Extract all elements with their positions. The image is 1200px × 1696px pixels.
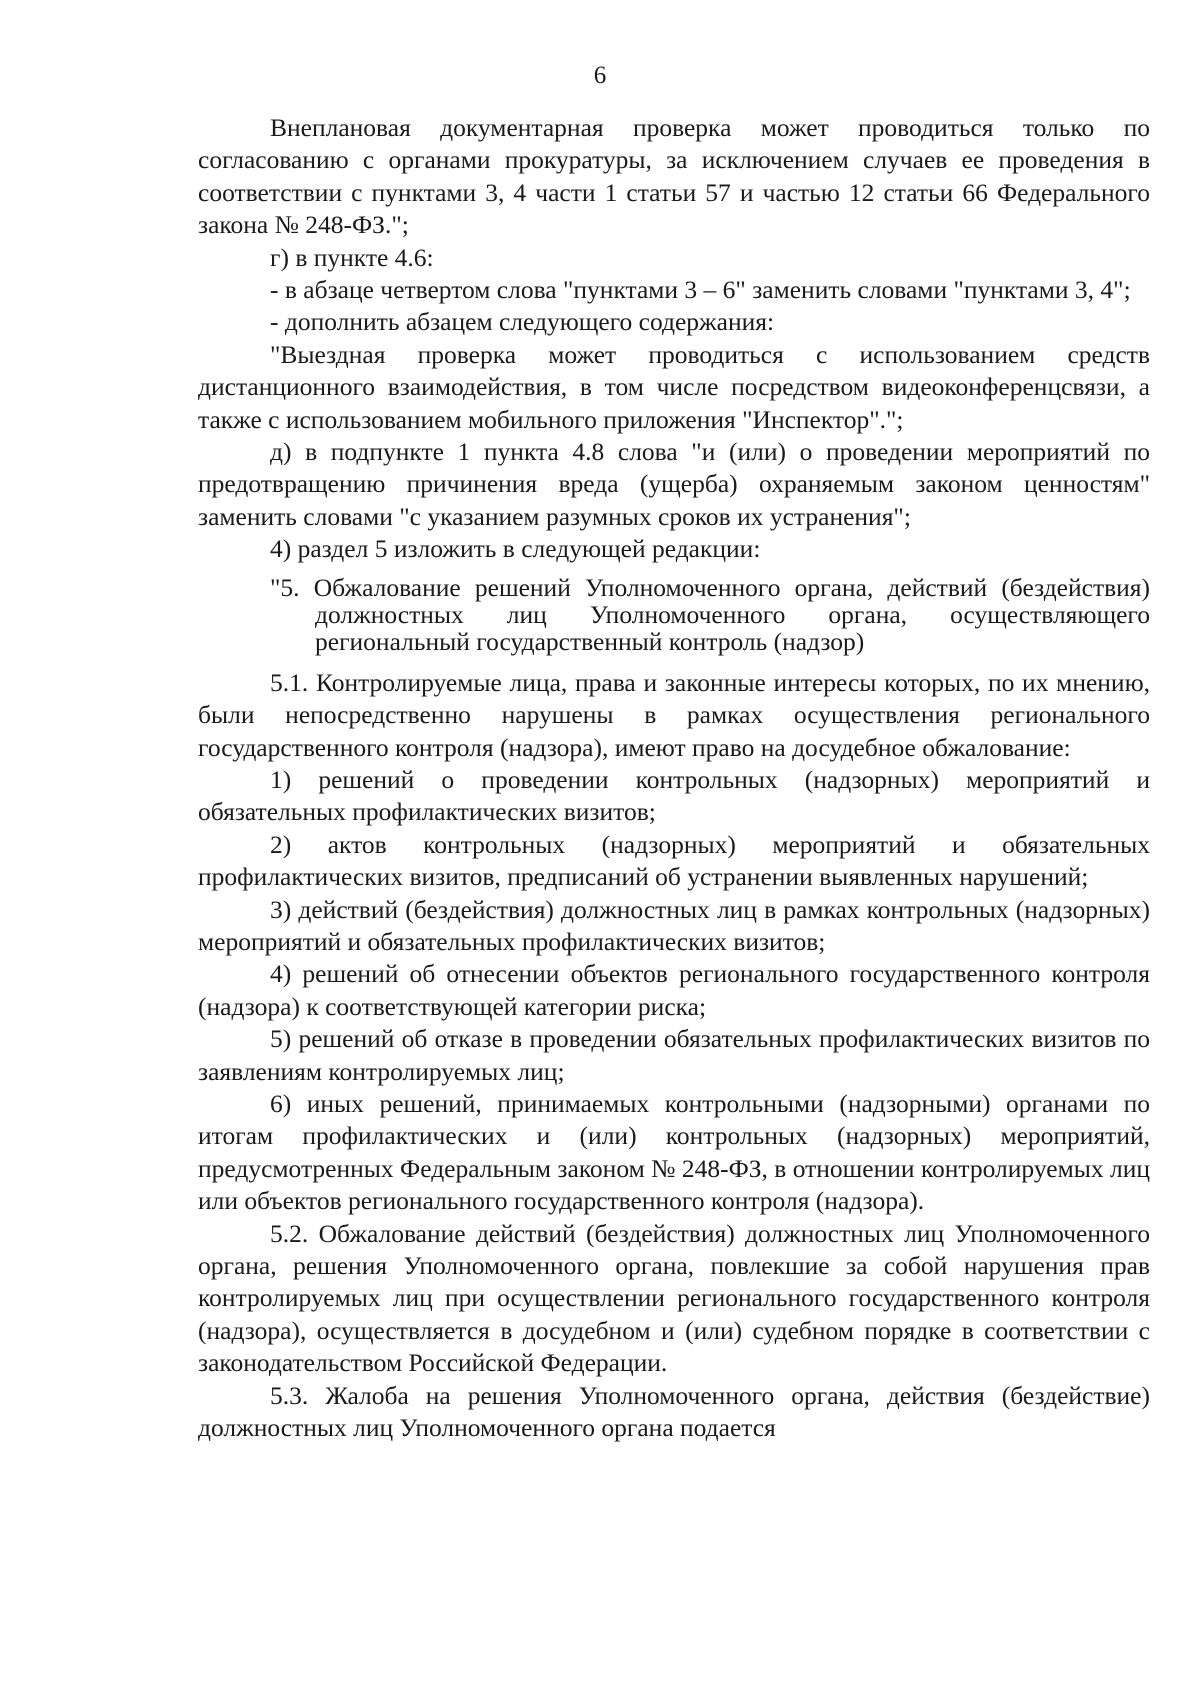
page-number: 6	[593, 62, 607, 89]
paragraph-item-g: г) в пункте 4.6:	[270, 242, 434, 272]
list-item-6: 6) иных решений, принимаемых контрольными (надзорными) органами по итогам профилактических и (или) контрольных (надзорных) мероприятий, предусмотренных Федеральным законом № 248-ФЗ, в отношении контролируемых лиц или объектов регионального государственного контроля (надзора).	[198, 1088, 1150, 1216]
section-5-heading: "5. Обжалование решений Уполномоченного органа, действий (бездействия) должностных лиц Уполномоченного органа, осуществляющего региональный государственный контроль (надзор)	[270, 572, 1150, 656]
paragraph-unscheduled-inspection: Внеплановая документарная проверка может проводиться только по согласованию с органами прокуратуры, за исключением случаев ее проведения в соответствии с пунктами 3, 4 части 1 статьи 57 и частью 12 статьи 66 Федерального закона № 248-ФЗ.";	[198, 113, 1150, 240]
paragraph-replace-words: - в абзаце четвертом слова "пунктами 3 – 6" заменить словами "пунктами 3, 4";	[270, 275, 1131, 305]
list-item-2: 2) актов контрольных (надзорных) мероприятий и обязательных профилактических визитов, предписаний об устранении выявленных нарушений;	[198, 829, 1150, 892]
paragraph-5-1: 5.1. Контролируемые лица, права и законные интересы которых, по их мнению, были непосредственно нарушены в рамках осуществления регионального государственного контроля (надзора), имеют право на досудебное обжалование:	[198, 667, 1150, 762]
document-body	[198, 112, 1150, 1444]
paragraph-5-2: 5.2. Обжалование действий (бездействия) должностных лиц Уполномоченного органа, решения Уполномоченного органа, повлекшие за собой нарушения прав контролируемых лиц при осуществлении регионального государственного контроля (надзора), осуществляется в досудебном и (или) судебном порядке в соответствии с законодательством Российской Федерации.	[198, 1218, 1150, 1378]
list-item-4: 4) решений об отнесении объектов регионального государственного контроля (надзора) к соответствующей категории риска;	[198, 959, 1150, 1021]
list-item-5: 5) решений об отказе в проведении обязательных профилактических визитов по заявлениям контролируемых лиц;	[198, 1024, 1150, 1086]
paragraph-add-clause: - дополнить абзацем следующего содержания:	[270, 307, 775, 337]
paragraph-field-inspection: "Выездная проверка может проводиться с использованием средств дистанционного взаимодействия, в том числе посредством видеоконференцсвязи, а также с использованием мобильного приложения "Инспектор".";	[198, 339, 1150, 434]
paragraph-section-5-intro: 4) раздел 5 изложить в следующей редакции:	[270, 534, 761, 564]
list-item-1: 1) решений о проведении контрольных (надзорных) мероприятий и обязательных профилактических визитов;	[198, 764, 1150, 827]
paragraph-item-d: д) в подпункте 1 пункта 4.8 слова "и (или) о проведении мероприятий по предотвращению причинения вреда (ущерба) охраняемым законом ценностям" заменить словами "с указанием разумных сроков их устранения";	[198, 437, 1150, 531]
paragraph-5-3: 5.3. Жалоба на решения Уполномоченного органа, действия (бездействие) должностных лиц Уполномоченного органа подается	[198, 1380, 1150, 1443]
list-item-3: 3) действий (бездействия) должностных лиц в рамках контрольных (надзорных) мероприятий и обязательных профилактических визитов;	[198, 894, 1150, 956]
